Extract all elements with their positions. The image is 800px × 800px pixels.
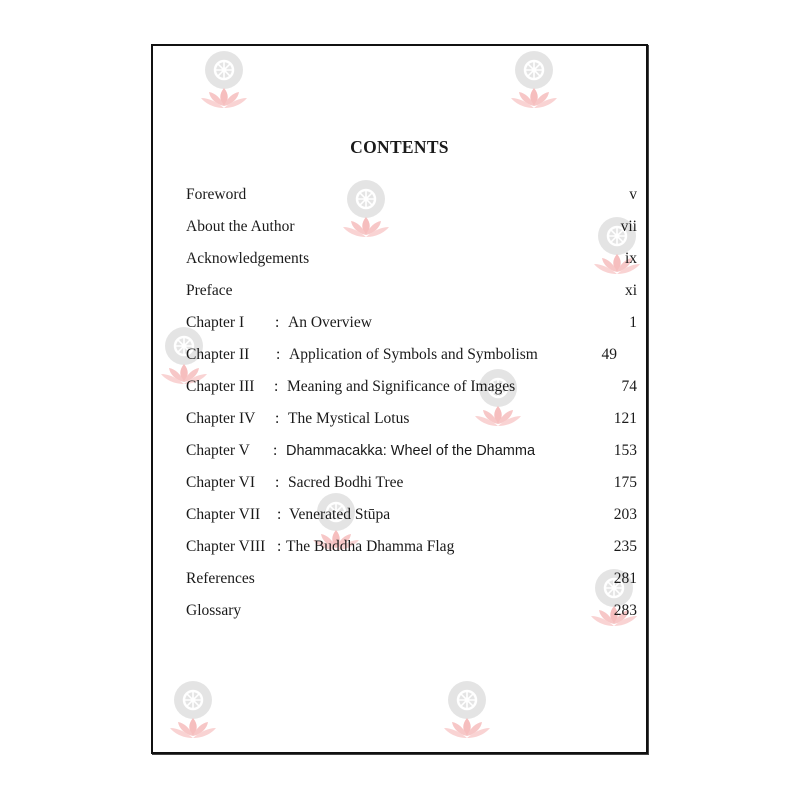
- toc-entry: [186, 568, 637, 590]
- toc-chapter-entry: [186, 440, 637, 462]
- toc-page-number: 283: [613, 602, 637, 619]
- toc-entry: [186, 600, 637, 622]
- toc-chapter-entry: [186, 344, 617, 366]
- document-page: [151, 44, 648, 754]
- toc-label: Acknowledgements: [186, 250, 310, 267]
- chapter-separator: :: [276, 346, 281, 363]
- toc-page-number: 175: [613, 474, 637, 491]
- toc-entry: [186, 248, 637, 270]
- toc-page-number: v: [629, 186, 637, 203]
- toc-label: Preface: [186, 282, 233, 299]
- dharma-wheel-lotus-icon: [438, 678, 496, 742]
- toc-page-number: 281: [613, 570, 637, 587]
- chapter-title: Dhammacakka: Wheel of the Dhamma: [286, 443, 536, 459]
- toc-page-number: 203: [613, 506, 637, 523]
- toc-label: Foreword: [186, 186, 247, 203]
- toc-page-number: ix: [624, 250, 637, 267]
- toc-entry: [186, 280, 637, 302]
- chapter-number: Chapter VII: [186, 506, 261, 523]
- toc-chapter-entry: [186, 536, 637, 558]
- chapter-title: Meaning and Significance of Images: [287, 378, 516, 395]
- chapter-separator: :: [273, 442, 278, 459]
- toc-label: References: [186, 570, 255, 587]
- chapter-title: Venerated Stūpa: [289, 506, 391, 523]
- chapter-number: Chapter III: [186, 378, 255, 395]
- toc-chapter-entry: [186, 376, 637, 398]
- dharma-wheel-lotus-icon: [505, 48, 563, 112]
- toc-entry: [186, 184, 637, 206]
- chapter-separator: :: [275, 410, 280, 427]
- chapter-number: Chapter VIII: [186, 538, 266, 555]
- chapter-separator: :: [275, 314, 280, 331]
- toc-entry: [186, 216, 637, 238]
- toc-chapter-entry: [186, 504, 637, 526]
- toc-chapter-entry: [186, 312, 637, 334]
- chapter-title: The Mystical Lotus: [288, 410, 410, 427]
- contents-title: CONTENTS: [350, 137, 449, 157]
- toc-page-number: 74: [621, 378, 637, 395]
- toc-chapter-entry: [186, 408, 637, 430]
- chapter-separator: :: [277, 538, 282, 555]
- chapter-number: Chapter II: [186, 346, 250, 363]
- chapter-number: Chapter IV: [186, 410, 256, 427]
- chapter-separator: :: [277, 506, 282, 523]
- dharma-wheel-lotus-icon: [164, 678, 222, 742]
- toc-label: Glossary: [186, 602, 242, 619]
- dharma-wheel-lotus-icon: [195, 48, 253, 112]
- toc-label: About the Author: [186, 218, 295, 235]
- toc-page-number: vii: [620, 218, 637, 235]
- toc-chapter-entry: [186, 472, 637, 494]
- toc-page-number: 153: [613, 442, 637, 459]
- chapter-title: Application of Symbols and Symbolism: [289, 346, 538, 363]
- toc-page-number: 235: [613, 538, 637, 555]
- toc-page-number: xi: [624, 282, 637, 299]
- toc-page-number: 1: [629, 314, 637, 331]
- chapter-title: The Buddha Dhamma Flag: [286, 538, 455, 555]
- chapter-number: Chapter VI: [186, 474, 256, 491]
- chapter-separator: :: [275, 474, 280, 491]
- chapter-title: Sacred Bodhi Tree: [288, 474, 404, 491]
- chapter-separator: :: [274, 378, 279, 395]
- chapter-title: An Overview: [288, 314, 372, 331]
- toc-page-number: 49: [601, 346, 617, 363]
- chapter-number: Chapter V: [186, 442, 250, 459]
- chapter-number: Chapter I: [186, 314, 245, 331]
- toc-page-number: 121: [613, 410, 637, 427]
